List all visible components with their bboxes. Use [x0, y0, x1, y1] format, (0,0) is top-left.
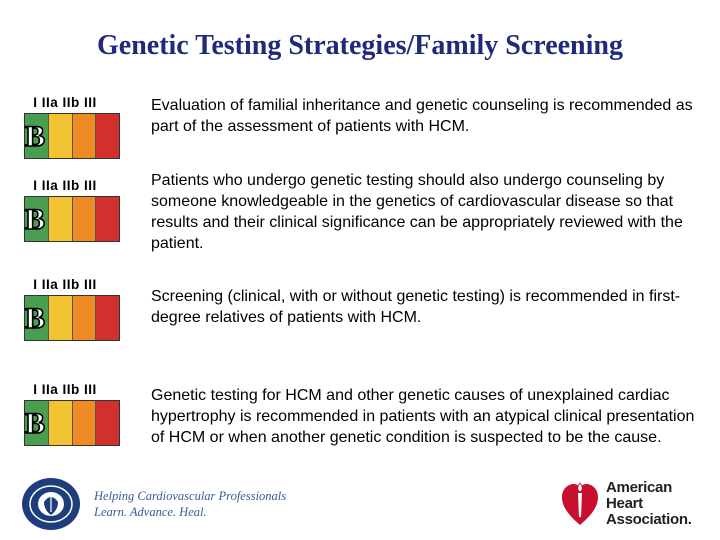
class-bar	[24, 113, 120, 159]
class-iib-segment	[72, 401, 96, 445]
recommendation-text: Patients who undergo genetic testing should also undergo counseling by someone knowledgeable in the genetics of cardiovascular disease so that results and their clinical significance can be appropriately reviewed with the patient.	[151, 172, 683, 252]
class-iib-segment	[72, 296, 96, 340]
heart-torch-icon	[560, 479, 600, 529]
recommendation-text: Evaluation of familial inheritance and genetic counseling is recommended as part of the assessment of patients with HCM.	[151, 97, 693, 135]
aha-logo	[560, 476, 692, 532]
aha-wordmark	[606, 480, 692, 528]
acc-tagline-line2: Learn. Advance. Heal.	[94, 505, 207, 519]
recommendation-text: Genetic testing for HCM and other genetic causes of unexplained cardiac hypertrophy is recommended in patients with an atypical clinical presentation of HCM or when another genetic condition is suspected to be the cause.	[151, 387, 695, 446]
class-bar	[24, 295, 120, 341]
class-iii-segment	[95, 296, 119, 340]
aha-line1: American	[606, 479, 672, 496]
class-iia-segment	[48, 114, 72, 158]
class-iii-segment	[95, 401, 119, 445]
class-header: I IIa IIb III	[33, 382, 97, 397]
class-iia-segment	[48, 296, 72, 340]
acc-seal-icon	[22, 478, 80, 530]
level-of-evidence: B	[25, 120, 46, 153]
acc-logo	[22, 476, 286, 532]
class-iii-segment	[95, 114, 119, 158]
class-bar	[24, 196, 120, 242]
class-header: I IIa IIb III	[33, 277, 97, 292]
acc-tagline-line1: Helping Cardiovascular Professionals	[94, 489, 287, 503]
aha-line3: Association.	[606, 511, 692, 528]
class-header: I IIa IIb III	[33, 95, 97, 110]
class-iia-segment	[48, 197, 72, 241]
aha-line2: Heart	[606, 495, 643, 512]
class-header: I IIa IIb III	[33, 178, 97, 193]
class-iii-segment	[95, 197, 119, 241]
page-title: Genetic Testing Strategies/Family Screening	[97, 30, 623, 61]
class-bar	[24, 400, 120, 446]
acc-tagline	[94, 488, 286, 520]
class-iib-segment	[72, 197, 96, 241]
recommendation-text: Screening (clinical, with or without genetic testing) is recommended in first-degree relatives of patients with HCM.	[151, 288, 681, 326]
class-iia-segment	[48, 401, 72, 445]
level-of-evidence: B	[25, 407, 46, 440]
level-of-evidence: B	[25, 203, 46, 236]
level-of-evidence: B	[25, 302, 46, 335]
class-iib-segment	[72, 114, 96, 158]
